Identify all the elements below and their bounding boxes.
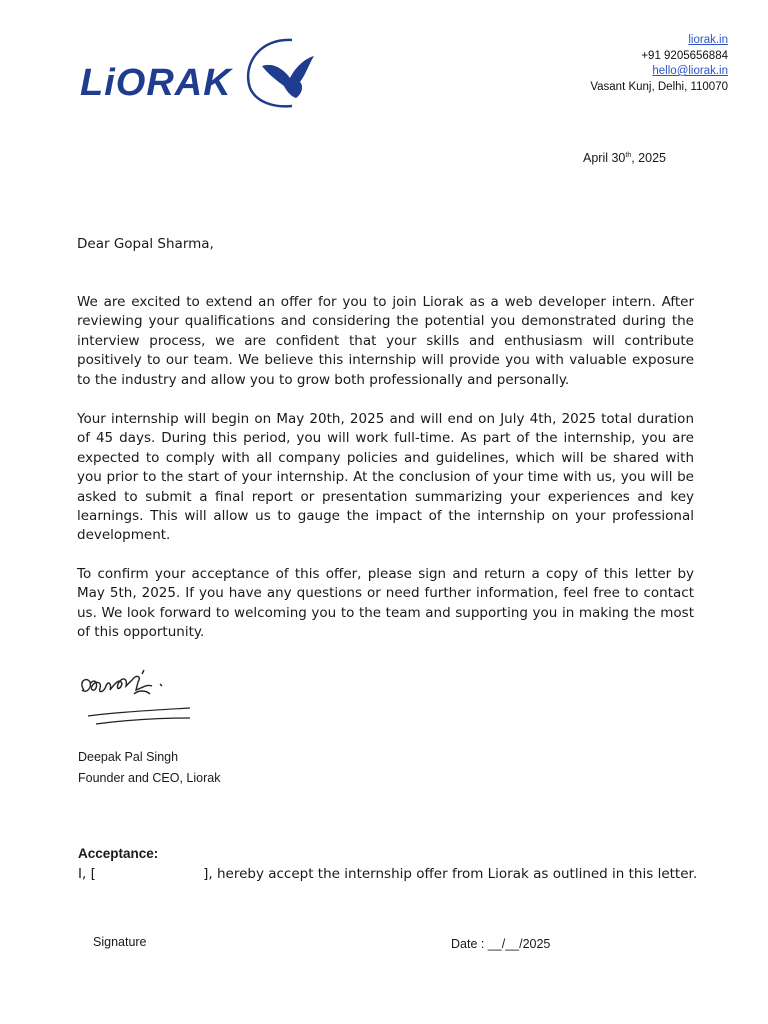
letter-date: [583, 151, 666, 165]
acceptance-statement: I, [ ], hereby accept the internship offer from Liorak as outlined in this letter.: [78, 866, 698, 882]
signature-label: Signature: [93, 935, 147, 949]
body-paragraph: We are excited to extend an offer for you to join Liorak as a web developer intern. After reviewing your qualifications and considering the potential you demonstrated during the interview process, we are confident that your skills and enthusiasm will contribute positively to our team. We believe this internship will provide you with valuable exposure to the industry and allow you to grow both professionally and personally.: [77, 294, 694, 388]
date-label: Date : __/__/2025: [451, 937, 551, 951]
email-link[interactable]: hello@liorak.in: [652, 65, 728, 77]
date-year: , 2025: [631, 151, 666, 165]
date-ordinal: th: [625, 151, 632, 159]
logo-wordmark: LiORAK: [80, 62, 232, 104]
website-link[interactable]: liorak.in: [688, 34, 728, 46]
date-day: April 30: [583, 151, 626, 165]
phone-number: +91 9205656884: [641, 49, 728, 62]
signer-title: Founder and CEO, Liorak: [78, 771, 221, 785]
handwritten-signature: [76, 668, 196, 730]
address: Vasant Kunj, Delhi, 110070: [590, 80, 728, 93]
acceptance-heading: Acceptance:: [78, 846, 159, 861]
signer-name: Deepak Pal Singh: [78, 750, 179, 764]
eagle-icon: [240, 36, 320, 110]
body-paragraph: Your internship will begin on May 20th, 2025 and will end on July 4th, 2025 total duration of 45 days. During this period, you will work full-time. As part of the internship, you are expected to comply with all company policies and guidelines, which will be shared with you prior to the start of your internship. At the conclusion of your time with us, you will be asked to submit a final report or presentation summarizing your experiences and key learnings. This will allow us to gauge the impact of the internship on your professional development.: [77, 411, 694, 544]
body-paragraph: To confirm your acceptance of this offer, please sign and return a copy of this letter by May 5th, 2025. If you have any questions or need further information, feel free to contact us. We look forward to welcoming you to the team and supporting you in making the most of this opportunity.: [77, 566, 694, 641]
company-logo: [80, 36, 320, 110]
contact-block: [590, 33, 728, 95]
salutation: Dear Gopal Sharma,: [77, 236, 214, 252]
